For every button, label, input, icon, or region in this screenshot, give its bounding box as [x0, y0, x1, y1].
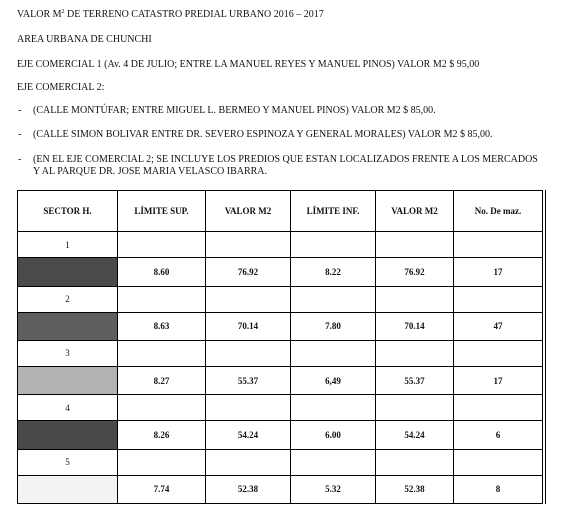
title-prefix: VALOR M [17, 9, 62, 20]
sector-label-row [18, 286, 543, 312]
column-header: SECTOR H. [18, 191, 118, 232]
limite-sup-cell: 8.60 [118, 258, 206, 286]
area-heading: AREA URBANA DE CHUNCHI [17, 34, 152, 45]
document-title [17, 8, 324, 21]
valor-m2-cell: 70.14 [206, 312, 291, 340]
empty-cell [376, 340, 454, 366]
manzanas-cell: 8 [454, 475, 543, 503]
sector-label: 2 [18, 286, 118, 312]
manzanas-cell: 17 [454, 258, 543, 286]
limite-inf-cell: 6.00 [291, 421, 376, 449]
empty-cell [206, 286, 291, 312]
empty-cell [291, 449, 376, 475]
table-row [18, 475, 543, 503]
valor-m2-cell: 54.24 [206, 421, 291, 449]
sector-label: 3 [18, 340, 118, 366]
empty-cell [454, 286, 543, 312]
sector-color-swatch [18, 258, 118, 286]
valor-m2-cell: 54.24 [376, 421, 454, 449]
empty-cell [291, 340, 376, 366]
empty-cell [454, 449, 543, 475]
title-suffix: DE TERRENO CATASTRO PREDIAL URBANO 2016 – 2017 [64, 9, 324, 20]
empty-cell [118, 449, 206, 475]
sector-color-swatch [18, 312, 118, 340]
bullet-dash: - [18, 129, 22, 140]
empty-cell [118, 232, 206, 258]
limite-inf-cell: 8.22 [291, 258, 376, 286]
limite-sup-cell: 7.74 [118, 475, 206, 503]
empty-cell [118, 340, 206, 366]
limite-inf-cell: 5.32 [291, 475, 376, 503]
table-row [18, 258, 543, 286]
limite-sup-cell: 8.63 [118, 312, 206, 340]
column-header: No. De maz. [454, 191, 543, 232]
empty-cell [376, 286, 454, 312]
empty-cell [376, 395, 454, 421]
table-header-row [18, 191, 543, 232]
valor-m2-cell: 76.92 [376, 258, 454, 286]
limite-inf-cell: 6,49 [291, 367, 376, 395]
column-header: VALOR M2 [376, 191, 454, 232]
empty-cell [376, 232, 454, 258]
manzanas-cell: 17 [454, 367, 543, 395]
empty-cell [454, 232, 543, 258]
sector-label-row [18, 340, 543, 366]
table-row [18, 421, 543, 449]
sector-label-row [18, 232, 543, 258]
empty-cell [206, 232, 291, 258]
valor-m2-cell: 52.38 [376, 475, 454, 503]
column-header: LÍMITE SUP. [118, 191, 206, 232]
bullet-text: Y AL PARQUE DR. JOSE MARIA VELASCO IBARRA. [33, 166, 268, 177]
eje-comercial-1: EJE COMERCIAL 1 (Av. 4 DE JULIO; ENTRE LA MANUEL REYES Y MANUEL PINOS) VALOR M2 $ 95,00 [17, 59, 480, 70]
empty-cell [206, 340, 291, 366]
empty-cell [291, 286, 376, 312]
table-row [18, 367, 543, 395]
column-header: VALOR M2 [206, 191, 291, 232]
valor-m2-cell: 70.14 [376, 312, 454, 340]
sector-label: 4 [18, 395, 118, 421]
empty-cell [376, 449, 454, 475]
manzanas-cell: 6 [454, 421, 543, 449]
empty-cell [206, 449, 291, 475]
empty-cell [118, 286, 206, 312]
valor-m2-cell: 55.37 [206, 367, 291, 395]
column-header: LÍMITE INF. [291, 191, 376, 232]
valuation-table-wrapper [17, 190, 546, 504]
empty-cell [291, 395, 376, 421]
empty-cell [454, 340, 543, 366]
bullet-dash: - [18, 105, 22, 116]
bullet-text: (CALLE SIMON BOLIVAR ENTRE DR. SEVERO ESPINOZA Y GENERAL MORALES) VALOR M2 $ 85,00. [33, 129, 493, 140]
empty-cell [454, 395, 543, 421]
sector-label-row [18, 449, 543, 475]
sector-color-swatch [18, 367, 118, 395]
limite-inf-cell: 7.80 [291, 312, 376, 340]
valor-m2-cell: 55.37 [376, 367, 454, 395]
manzanas-cell: 47 [454, 312, 543, 340]
sector-label-row [18, 395, 543, 421]
valor-m2-cell: 76.92 [206, 258, 291, 286]
empty-cell [206, 395, 291, 421]
sector-label: 1 [18, 232, 118, 258]
sector-color-swatch [18, 475, 118, 503]
eje-comercial-2-heading: EJE COMERCIAL 2: [17, 82, 105, 93]
sector-label: 5 [18, 449, 118, 475]
sector-color-swatch [18, 421, 118, 449]
valor-m2-cell: 52.38 [206, 475, 291, 503]
valuation-table [17, 190, 543, 504]
bullet-dash: - [18, 154, 22, 165]
bullet-text: (CALLE MONTÚFAR; ENTRE MIGUEL L. BERMEO Y MANUEL PINOS) VALOR M2 $ 85,00. [33, 105, 436, 116]
limite-sup-cell: 8.26 [118, 421, 206, 449]
empty-cell [118, 395, 206, 421]
title-superscript: 2 [61, 9, 65, 15]
empty-cell [291, 232, 376, 258]
bullet-text: (EN EL EJE COMERCIAL 2; SE INCLUYE LOS PREDIOS QUE ESTAN LOCALIZADOS FRENTE A LOS MERCADOS [33, 154, 538, 165]
table-row [18, 312, 543, 340]
limite-sup-cell: 8.27 [118, 367, 206, 395]
